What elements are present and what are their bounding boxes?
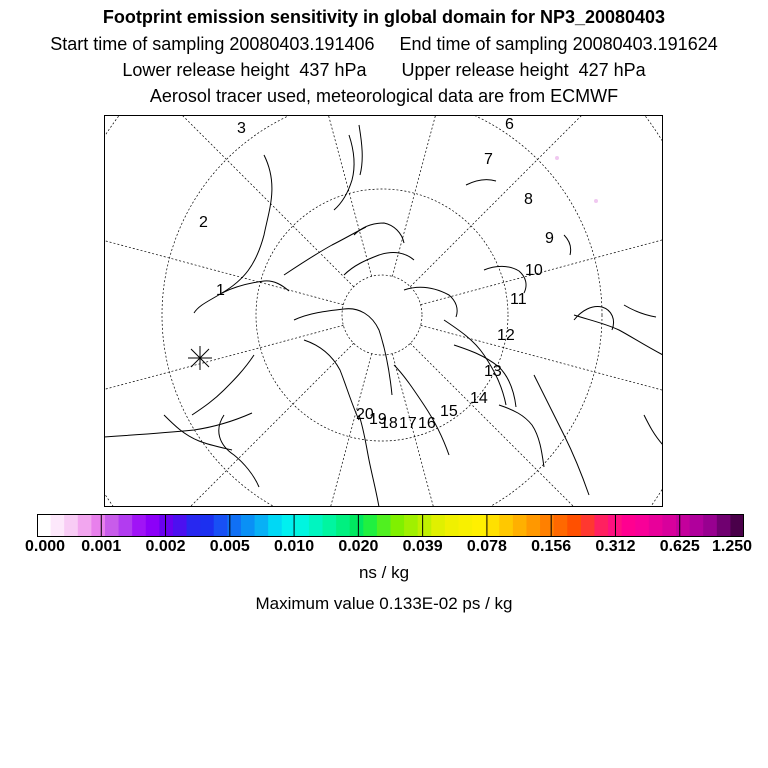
colorbar-cell bbox=[119, 514, 133, 537]
colorbar-cell bbox=[295, 514, 309, 537]
colorbar-cell bbox=[323, 514, 337, 537]
colorbar-cell bbox=[91, 514, 105, 537]
colorbar-cell bbox=[526, 514, 540, 537]
colorbar-tick-label: 0.020 bbox=[338, 538, 379, 555]
colorbar-cell bbox=[336, 514, 350, 537]
colorbar-cell bbox=[676, 514, 690, 537]
colorbar-tick-label: 0.039 bbox=[402, 538, 443, 555]
colorbar-cell bbox=[472, 514, 486, 537]
colorbar-cell bbox=[717, 514, 731, 537]
colorbar-tick-label: 0.156 bbox=[531, 538, 572, 555]
colorbar-cell bbox=[445, 514, 459, 537]
colorbar-cell bbox=[431, 514, 445, 537]
colorbar-cell bbox=[581, 514, 595, 537]
traj-label-3: 3 bbox=[237, 120, 246, 137]
colorbar-cell bbox=[662, 514, 676, 537]
traj-label-8: 8 bbox=[524, 191, 533, 208]
traj-label-20: 20 bbox=[356, 406, 374, 423]
colorbar-cell bbox=[499, 514, 513, 537]
colorbar-tick-label: 0.625 bbox=[659, 538, 700, 555]
tracer-info-line: Aerosol tracer used, meteorological data are from ECMWF bbox=[149, 86, 619, 106]
colorbar-cell bbox=[51, 514, 65, 537]
colorbar-unit: ns / kg bbox=[358, 563, 410, 582]
colorbar-cell bbox=[458, 514, 472, 537]
traj-label-19: 19 bbox=[369, 411, 387, 428]
plot-title: Footprint emission sensitivity in global domain for NP3_20080403 bbox=[102, 7, 666, 27]
colorbar-cell bbox=[37, 514, 51, 537]
sensitivity-spot bbox=[594, 199, 598, 203]
colorbar-cell bbox=[513, 514, 527, 537]
traj-label-15: 15 bbox=[440, 403, 458, 420]
colorbar-tick-label: 0.000 bbox=[24, 538, 66, 555]
release-location-marker bbox=[188, 346, 212, 370]
colorbar-cell bbox=[377, 514, 391, 537]
colorbar-cell bbox=[105, 514, 119, 537]
traj-label-12: 12 bbox=[497, 327, 515, 344]
colorbar-cell bbox=[268, 514, 282, 537]
colorbar-cell bbox=[391, 514, 405, 537]
colorbar-cell bbox=[649, 514, 663, 537]
traj-label-7: 7 bbox=[484, 151, 493, 168]
colorbar-cell bbox=[309, 514, 323, 537]
colorbar-cell bbox=[146, 514, 160, 537]
colorbar-cell bbox=[567, 514, 581, 537]
colorbar-cell bbox=[255, 514, 269, 537]
colorbar-cell bbox=[132, 514, 146, 537]
colorbar-cell bbox=[486, 514, 500, 537]
colorbar-cell bbox=[187, 514, 201, 537]
colorbar-cell bbox=[594, 514, 608, 537]
colorbar-cell bbox=[78, 514, 92, 537]
sampling-time-line: Start time of sampling 20080403.191406 End time of sampling 20080403.191624 bbox=[50, 34, 718, 54]
traj-label-11: 11 bbox=[510, 291, 527, 308]
colorbar-cell bbox=[554, 514, 568, 537]
colorbar-cell bbox=[363, 514, 377, 537]
release-height-line: Lower release height 437 hPa Upper release height 427 hPa bbox=[122, 60, 646, 80]
colorbar-tick-label: 0.002 bbox=[145, 538, 186, 555]
colorbar-cell bbox=[540, 514, 554, 537]
colorbar bbox=[37, 514, 744, 537]
traj-label-2: 2 bbox=[199, 214, 208, 231]
traj-label-16: 16 bbox=[418, 415, 436, 432]
colorbar-cell bbox=[404, 514, 418, 537]
colorbar-tick-label: 0.001 bbox=[81, 538, 122, 555]
colorbar-cell bbox=[418, 514, 432, 537]
traj-label-1: 1 bbox=[216, 282, 225, 299]
colorbar-cell bbox=[690, 514, 704, 537]
colorbar-cell bbox=[173, 514, 187, 537]
traj-label-6: 6 bbox=[505, 116, 514, 133]
colorbar-cell bbox=[635, 514, 649, 537]
traj-label-13: 13 bbox=[484, 363, 502, 380]
colorbar-tick-label: 1.250 bbox=[711, 538, 753, 555]
colorbar-cell bbox=[622, 514, 636, 537]
traj-label-9: 9 bbox=[545, 230, 554, 247]
colorbar-cell bbox=[200, 514, 214, 537]
traj-label-17: 17 bbox=[399, 415, 417, 432]
colorbar-cell bbox=[64, 514, 78, 537]
traj-label-14: 14 bbox=[470, 390, 488, 407]
colorbar-tick-label: 0.312 bbox=[595, 538, 636, 555]
colorbar-tick-label: 0.010 bbox=[274, 538, 315, 555]
polar-map bbox=[104, 115, 663, 507]
colorbar-cell bbox=[730, 514, 744, 537]
colorbar-tick-label: 0.005 bbox=[209, 538, 250, 555]
colorbar-cell bbox=[350, 514, 364, 537]
traj-label-10: 10 bbox=[525, 262, 543, 279]
maximum-value: Maximum value 0.133E-02 ps / kg bbox=[255, 594, 513, 613]
colorbar-cell bbox=[703, 514, 717, 537]
colorbar-cell bbox=[159, 514, 173, 537]
colorbar-cell bbox=[241, 514, 255, 537]
colorbar-cell bbox=[214, 514, 228, 537]
sensitivity-spot bbox=[555, 156, 559, 160]
colorbar-tick-label: 0.078 bbox=[466, 538, 507, 555]
traj-label-18: 18 bbox=[380, 415, 398, 432]
